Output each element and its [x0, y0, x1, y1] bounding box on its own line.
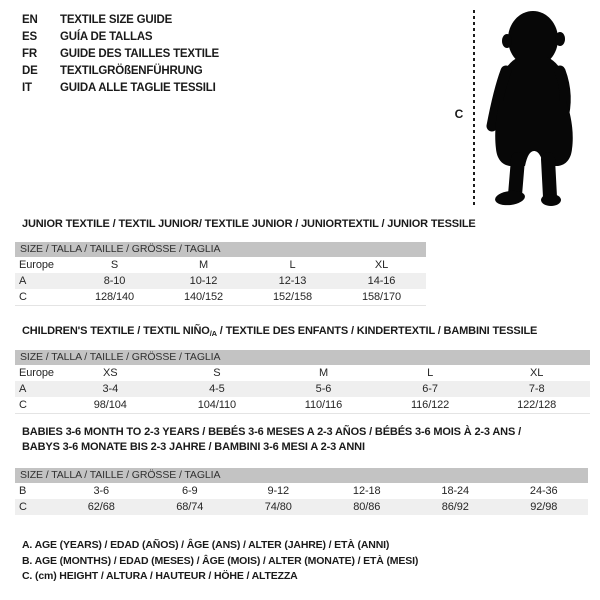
table-cell: 98/104	[93, 399, 127, 411]
table-row	[15, 289, 426, 305]
table-cell: 7-8	[528, 383, 545, 395]
footnote-c: C. (cm) HEIGHT / ALTURA / HAUTEUR / HÖHE / ALTEZZA	[22, 570, 298, 582]
table-cell: 116/122	[410, 399, 450, 411]
table-cell: 18-24	[441, 485, 470, 497]
language-title: GUIDE DES TAILLES TEXTILE	[60, 47, 219, 60]
table-cell: 8-10	[103, 275, 126, 287]
language-title: TEXTILGRÖßENFÜHRUNG	[60, 64, 203, 77]
footnotes	[22, 538, 418, 585]
table-cell: L	[427, 367, 434, 379]
language-title: GUIDA ALLE TAGLIE TESSILI	[60, 81, 216, 94]
table-cell: 140/152	[183, 291, 224, 303]
table-cell: 74/80	[264, 501, 292, 513]
table-row	[15, 499, 588, 515]
title-text: / TEXTILE DES ENFANTS / KINDERTEXTIL / BAMBINI TESSILE	[216, 325, 538, 337]
table-cell: 104/110	[197, 399, 237, 411]
table-title-junior	[22, 217, 476, 234]
table-cell: 86/92	[441, 501, 469, 513]
table-cell: 110/116	[304, 399, 343, 411]
size-header-bar: SIZE / TALLA / TAILLE / GRÖSSE / TAGLIA	[15, 350, 590, 365]
table-cell: M	[198, 259, 209, 271]
title-subscript: /A	[209, 329, 217, 338]
table-cell: 5-6	[315, 383, 332, 395]
size-header-bar: SIZE / TALLA / TAILLE / GRÖSSE / TAGLIA	[15, 242, 426, 257]
title-text: JUNIOR TEXTILE / TEXTIL JUNIOR/ TEXTILE JUNIOR / JUNIORTEXTIL / JUNIOR TESSILE	[22, 218, 476, 230]
row-label: Europe	[19, 259, 54, 271]
table-cell: 80/86	[353, 501, 381, 513]
language-code: FR	[22, 47, 37, 60]
baby-silhouette-icon	[486, 9, 581, 206]
table-row	[15, 483, 588, 499]
table-row	[15, 257, 426, 273]
children-size-table	[15, 350, 590, 414]
title-text: CHILDREN'S TEXTILE / TEXTIL NIÑO	[22, 325, 210, 337]
table-row	[15, 381, 590, 397]
language-code: ES	[22, 30, 37, 43]
language-row	[22, 45, 219, 62]
row-label: Europe	[19, 367, 54, 379]
table-cell: 92/98	[530, 501, 558, 513]
table-cell: 24-36	[529, 485, 558, 497]
table-cell: 6-7	[422, 383, 438, 395]
table-cell: 158/170	[361, 291, 402, 303]
table-cell: 4-5	[209, 383, 225, 395]
table-cell: 9-12	[267, 485, 290, 497]
language-row	[22, 79, 219, 96]
table-title-children	[22, 324, 537, 341]
title-text: BABIES 3-6 MONTH TO 2-3 YEARS / BEBÉS 3-6 MESES A 2-3 AÑOS / BÉBÉS 3-6 MOIS À 2-3 ANS /	[22, 426, 521, 438]
row-label: C	[19, 399, 27, 411]
row-label: A	[19, 383, 27, 395]
table-title-babies	[22, 425, 521, 455]
table-cell: M	[318, 367, 329, 379]
babies-size-table	[15, 468, 588, 515]
table-row	[15, 273, 426, 289]
table-cell: 3-6	[93, 485, 110, 497]
language-row	[22, 62, 219, 79]
table-cell: XS	[103, 367, 118, 379]
footnote-b: B. AGE (MONTHS) / EDAD (MESES) / ÂGE (MOIS) / ALTER (MONATE) / ETÀ (MESI)	[22, 554, 419, 567]
title-line-1	[22, 425, 521, 440]
row-label: A	[19, 275, 27, 287]
table-cell: 12-18	[352, 485, 381, 497]
table-cell: 10-12	[189, 275, 218, 287]
figure-height-label: C	[454, 107, 464, 121]
table-cell: 3-4	[102, 383, 119, 395]
table-cell: 12-13	[278, 275, 307, 287]
language-code: IT	[22, 81, 32, 94]
footnote-a: A. AGE (YEARS) / EDAD (AÑOS) / ÂGE (ANS) / ALTER (JAHRE) / ETÀ (ANNI)	[22, 539, 390, 551]
junior-size-table	[15, 242, 426, 306]
row-label: C	[19, 501, 27, 513]
language-list	[22, 11, 219, 96]
language-code: EN	[22, 13, 38, 26]
table-cell: XL	[530, 367, 544, 379]
table-row	[15, 397, 590, 413]
table-cell: 152/158	[272, 291, 313, 303]
table-cell: XL	[374, 259, 389, 271]
table-cell: S	[110, 259, 119, 271]
table-cell: 128/140	[94, 291, 135, 303]
table-cell: 14-16	[367, 275, 396, 287]
height-measure-line	[473, 10, 475, 206]
table-cell: S	[213, 367, 221, 379]
language-row	[22, 11, 219, 28]
table-cell: 6-9	[181, 485, 198, 497]
row-label: B	[19, 485, 27, 497]
row-label: C	[19, 291, 27, 303]
size-header-bar: SIZE / TALLA / TAILLE / GRÖSSE / TAGLIA	[15, 468, 588, 483]
table-row	[15, 365, 590, 381]
table-cell: 122/128	[517, 399, 557, 411]
language-code: DE	[22, 64, 38, 77]
language-title: GUÍA DE TALLAS	[60, 30, 153, 43]
language-row	[22, 28, 219, 45]
table-cell: 68/74	[176, 501, 204, 513]
language-title: TEXTILE SIZE GUIDE	[60, 13, 173, 26]
table-cell: L	[289, 259, 296, 271]
table-cell: 62/68	[87, 501, 115, 513]
title-line-2: BABYS 3-6 MONATE BIS 2-3 JAHRE / BAMBINI 3-6 MESI A 2-3 ANNI	[22, 441, 365, 453]
